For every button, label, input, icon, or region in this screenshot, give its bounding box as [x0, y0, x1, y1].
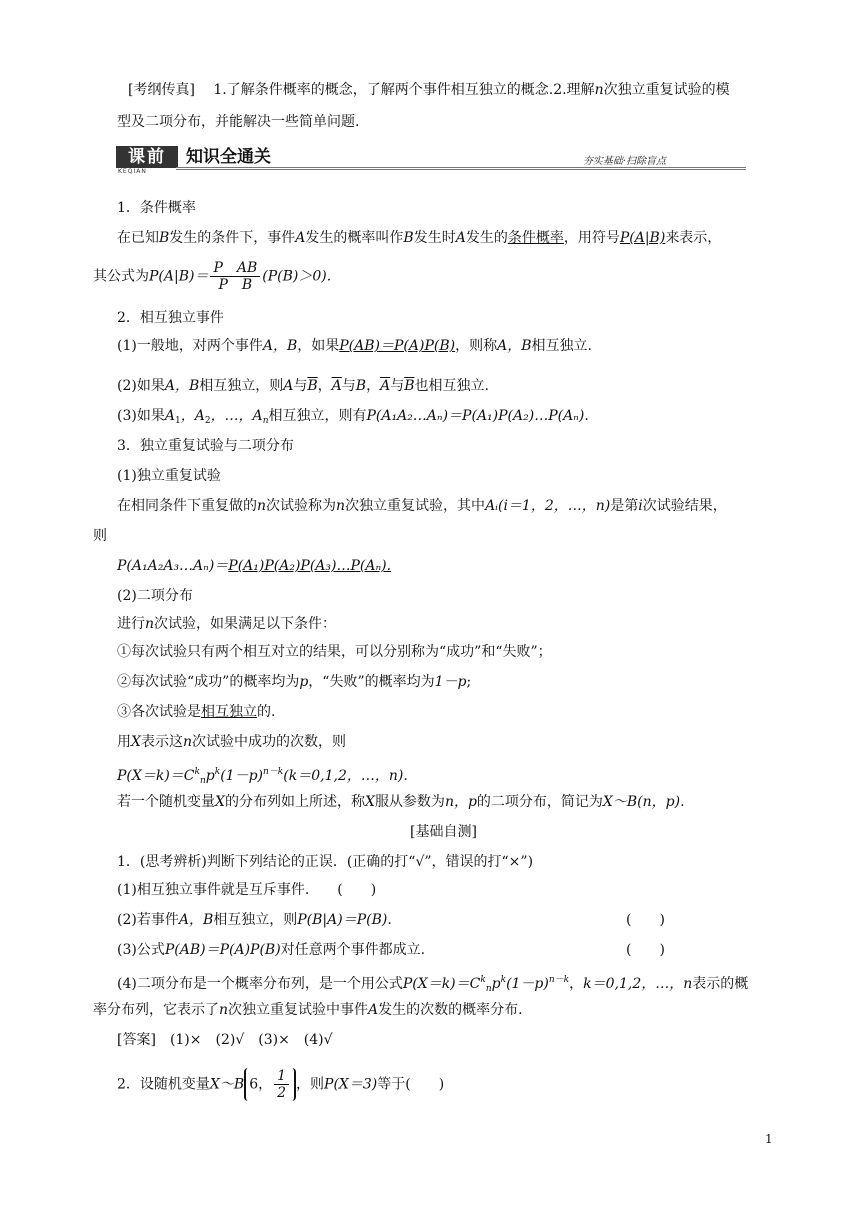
s3-sub-binomial: (2)二项分布 — [117, 588, 193, 604]
s3-conditions-intro: 进行n次试验，如果满足以下条件： — [117, 616, 337, 632]
heading-conditional-probability: 1．条件概率 — [117, 200, 196, 216]
s3-sub-independent-trials: (1)独立重复试验 — [117, 468, 221, 484]
s3-binomial-definition: 若一个随机变量X的分布列如上所述，称X服从参数为n，p的二项分布，简记为X～B(n，p). — [117, 794, 685, 810]
answer-blank-1[interactable]: ( ) — [337, 882, 377, 898]
section-banner — [116, 146, 746, 174]
syllabus-line-2: 型及二项分布，并能解决一些简单问题. — [117, 114, 360, 130]
binomial-params: 6， $\frac{1}{2}$ — [244, 1068, 296, 1101]
selftest-item-4: (4)二项分布是一个概率分布列，是一个用公式$P(X=k)=C^k_np^k(1-p)^{n-k}$，k＝0,1,2，…，n表示的概 — [117, 975, 749, 994]
selftest-item-3: (3)公式P(AB)＝P(A)P(B)对任意两个事件都成立. — [117, 942, 426, 958]
s3-binomial-formula: $P(X=k)=C^k_np^k(1-p)^{n-k}(k=0,1,2$，…，n). — [117, 767, 408, 786]
s3-condition-1: ①每次试验只有两个相互对立的结果，可以分别称为“成功”和“失败”； — [117, 644, 552, 660]
answer-blank-2[interactable]: ( ) — [626, 912, 665, 928]
s2-item-3: (3)如果$A_1$，$A_2$，…，$A_n$相互独立，则有P(A₁A₂…Aₙ)＝P(A₁)P(A₂)…P(Aₙ). — [117, 408, 589, 426]
banner-tagline: 夯实基础·扫除盲点 — [582, 156, 666, 167]
answer-label: [答案] — [117, 1032, 156, 1048]
selftest-q2: 2．设随机变量X～B 6， $\frac{1}{2}$ ，则P(X＝3)等于( ) — [117, 1068, 445, 1101]
selftest-answer — [117, 1030, 333, 1050]
selftest-item-2: (2)若事件A，B相互独立，则P(B|A)＝P(B). — [117, 912, 392, 928]
s1-paragraph-1: 在已知B发生的条件下，事件A发生的概率叫作B发生时A发生的条件概率，用符号P(A|B)来表示， — [117, 230, 722, 246]
s3-paragraph-1: 在相同条件下重复做的n次试验称为n次独立重复试验，其中Aᵢ(i＝1，2，…，n)是第i次试验结果， — [117, 498, 727, 514]
syllabus-label: [考纲传真] — [128, 82, 195, 98]
banner-box: 课前 — [116, 146, 178, 168]
heading-binomial: 3．独立重复试验与二项分布 — [117, 438, 294, 454]
selftest-item-1: (1)相互独立事件就是互斥事件. ( ) — [117, 882, 377, 898]
banner-rule — [176, 167, 746, 170]
banner-title: 知识全通关 — [186, 147, 271, 167]
page-number: 1 — [765, 1132, 773, 1146]
s2-item-2: (2)如果A，B相互独立，则A与$\overline{B}$，$\overline{A}$与B，$\overline{A}$与$\overline{B}$也相互独立. — [117, 378, 489, 394]
selftest-q1: 1．(思考辨析)判断下列结论的正误．(正确的打“√”，错误的打“×”) — [117, 854, 534, 870]
s3-random-variable: 用X表示这n次试验中成功的次数，则 — [117, 734, 346, 750]
s3-then: 则 — [93, 528, 107, 544]
selftest-item-4-cont: 率分布列，它表示了n次独立重复试验中事件A发生的次数的概率分布. — [93, 1002, 523, 1018]
s1-formula-line: 其公式为P(A|B)＝ $\frac{\text{P AB}}{\text{P B}}$ (P(B)＞0). — [93, 260, 332, 293]
selftest-heading: [基础自测] — [410, 824, 477, 840]
heading-independent-events: 2．相互独立事件 — [117, 310, 224, 326]
s2-item-1: (1)一般地，对两个事件A，B，如果P(AB)＝P(A)P(B)，则称A，B相互独立. — [117, 338, 592, 354]
syllabus-line-1: [考纲传真] 1.了解条件概率的概念，了解两个事件相互独立的概念.2.理解n次独立重复试验的模 — [128, 82, 730, 98]
banner-pinyin: KEQIAN — [118, 168, 147, 175]
s3-product-formula: P(A₁A₂A₃…Aₙ)＝P(A₁)P(A₂)P(A₃)…P(Aₙ). — [117, 558, 392, 574]
answer-blank-3[interactable]: ( ) — [626, 942, 665, 958]
s3-condition-2: ②每次试验“成功”的概率均为p，“失败”的概率均为1－p; — [117, 674, 472, 690]
s3-condition-3: ③各次试验是相互独立的. — [117, 704, 276, 720]
conditional-formula-fraction: $\frac{\text{P AB}}{\text{P B}}$ — [210, 260, 260, 293]
answer-values: (1)× (2)√ (3)× (4)√ — [169, 1032, 333, 1048]
